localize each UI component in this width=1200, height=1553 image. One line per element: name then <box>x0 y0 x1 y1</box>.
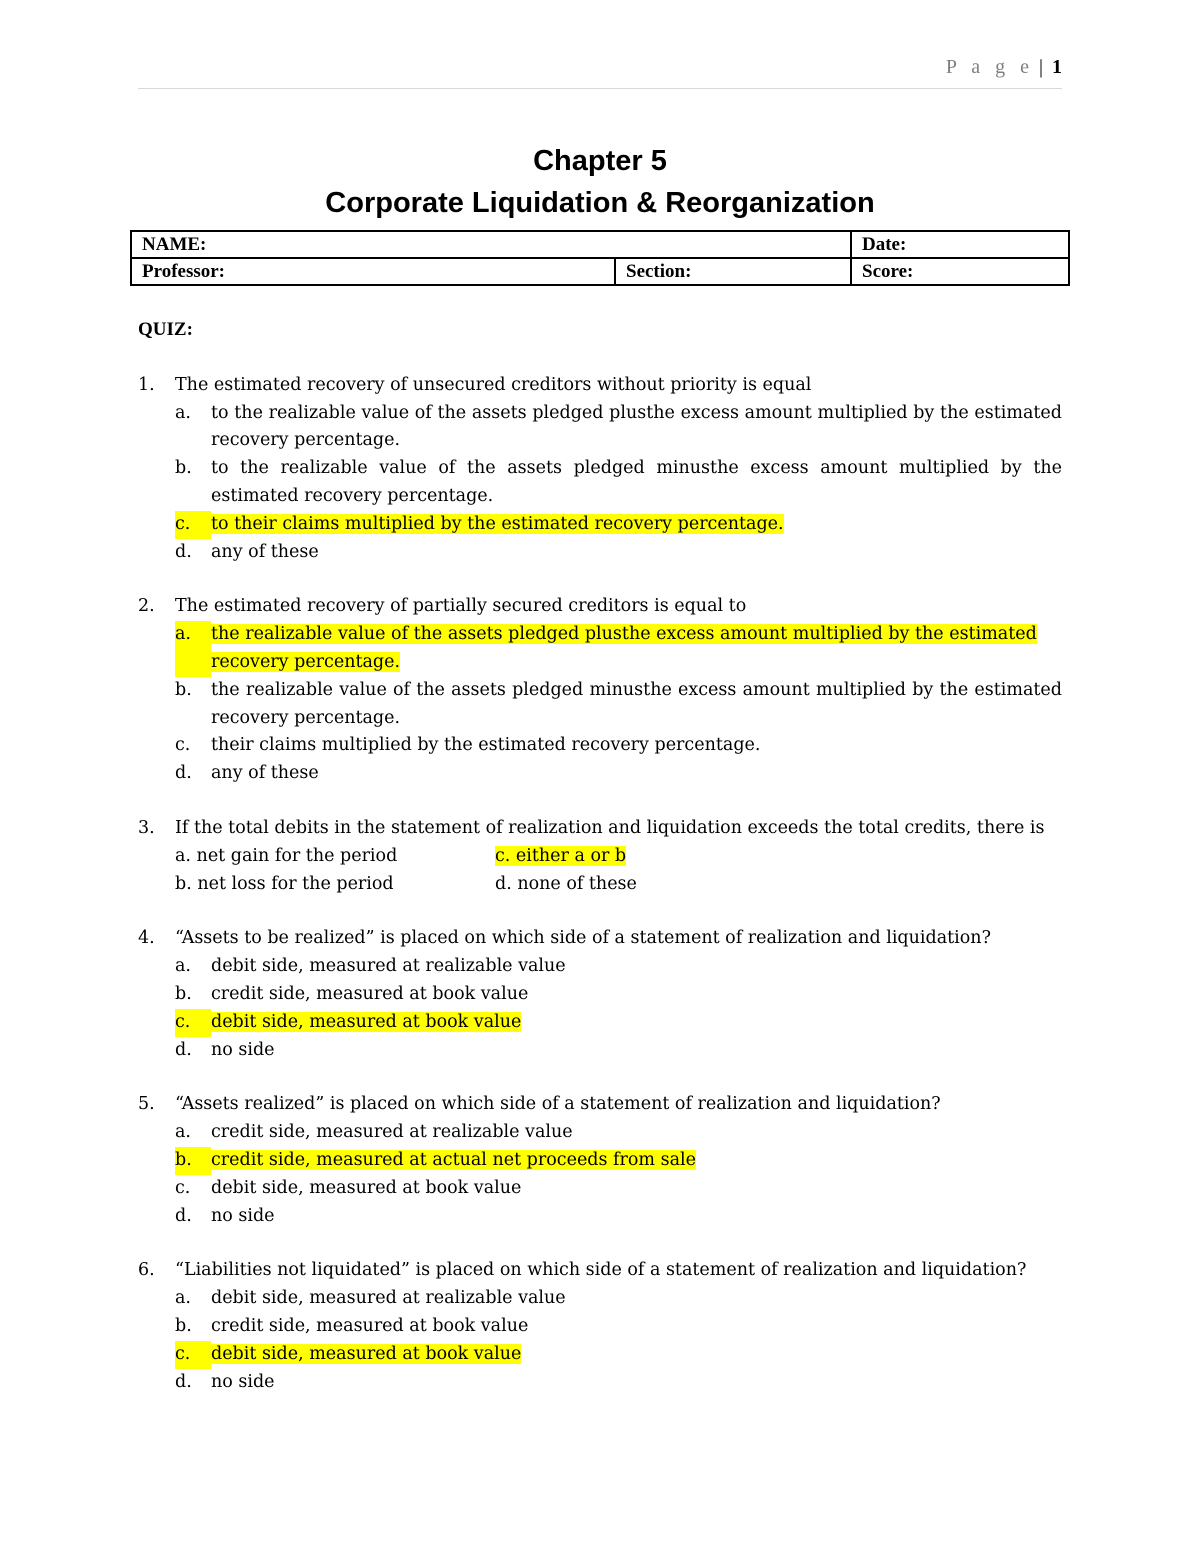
question-1 <box>138 372 1062 567</box>
date-label: Date: <box>862 233 907 255</box>
page-number-value: 1 <box>1052 56 1062 78</box>
option-text: credit side, measured at book value <box>211 983 529 1004</box>
option-d <box>175 539 1062 567</box>
option-text: no side <box>211 1205 275 1226</box>
option-letter: d. <box>175 1039 192 1060</box>
option-b: b. net loss for the period <box>175 873 394 894</box>
option-b-answer <box>175 1147 1062 1175</box>
professor-cell[interactable] <box>131 258 615 285</box>
student-info-table <box>130 230 1070 286</box>
option-letter: c. <box>175 1009 211 1037</box>
date-cell[interactable] <box>851 231 1069 258</box>
option-b <box>175 981 1062 1009</box>
option-text-highlighted: credit side, measured at actual net proceeds from sale <box>211 1149 696 1170</box>
question-5 <box>138 1091 1062 1230</box>
option-text-highlighted: debit side, measured at book value <box>211 1343 522 1364</box>
question-number: 4. <box>138 928 155 949</box>
option-b <box>175 1313 1062 1341</box>
option-letter: b. <box>175 679 192 700</box>
option-a <box>175 953 1062 981</box>
question-4 <box>138 925 1062 1064</box>
question-6 <box>138 1257 1062 1396</box>
option-c-answer: c. either a or b <box>495 845 627 866</box>
option-text: any of these <box>211 541 319 562</box>
question-text: The estimated recovery of partially secured creditors is equal to <box>175 596 747 617</box>
option-d <box>175 1369 1062 1397</box>
question-text: “Assets to be realized” is placed on which side of a statement of realization and liquidation? <box>175 928 991 949</box>
option-a <box>175 400 1062 456</box>
document-title <box>0 140 1200 224</box>
question-text: If the total debits in the statement of realization and liquidation exceeds the total credits, there is <box>175 817 1045 838</box>
question-text: “Assets realized” is placed on which side of a statement of realization and liquidation? <box>175 1094 941 1115</box>
option-grid <box>175 843 1062 899</box>
option-d: d. none of these <box>495 873 637 894</box>
name-label: NAME: <box>142 233 207 255</box>
chapter-subtitle: Corporate Liquidation & Reorganization <box>325 187 875 219</box>
option-letter: b. <box>175 458 192 479</box>
page-number <box>946 56 1062 79</box>
option-letter: d. <box>175 1371 192 1392</box>
option-a <box>175 1285 1062 1313</box>
option-text: credit side, measured at realizable value <box>211 1122 573 1143</box>
quiz <box>138 316 1062 1423</box>
question-number: 6. <box>138 1260 155 1281</box>
option-a <box>175 1119 1062 1147</box>
option-letter: c. <box>175 1341 211 1369</box>
option-a-answer <box>175 621 1062 677</box>
option-text-highlighted: debit side, measured at book value <box>211 1011 522 1032</box>
option-text: the realizable value of the assets pledged minusthe excess amount multiplied by the estimated recovery percentage. <box>211 679 1062 728</box>
option-letter: d. <box>175 1205 192 1226</box>
option-letter: b. <box>175 1147 211 1175</box>
option-text: debit side, measured at realizable value <box>211 1288 566 1309</box>
option-letter: b. <box>175 983 192 1004</box>
name-cell[interactable] <box>131 231 851 258</box>
option-letter: c. <box>175 735 191 756</box>
question-number: 2. <box>138 596 155 617</box>
page-header <box>138 56 1062 89</box>
option-c-answer <box>175 511 1062 539</box>
question-3 <box>138 815 1062 898</box>
option-text: any of these <box>211 763 319 784</box>
option-c <box>175 732 1062 760</box>
option-text: debit side, measured at book value <box>211 1177 522 1198</box>
question-text: “Liabilities not liquidated” is placed on which side of a statement of realization and liquidation? <box>175 1260 1027 1281</box>
option-letter: d. <box>175 763 192 784</box>
option-text: to the realizable value of the assets pledged plusthe excess amount multiplied by the estimated recovery percentage. <box>211 402 1062 451</box>
option-letter: a. <box>175 1288 191 1309</box>
option-c <box>175 1175 1062 1203</box>
option-b <box>175 455 1062 511</box>
question-2 <box>138 593 1062 788</box>
option-b <box>175 677 1062 733</box>
question-text: The estimated recovery of unsecured creditors without priority is equal <box>175 374 812 395</box>
option-text: their claims multiplied by the estimated recovery percentage. <box>211 735 761 756</box>
option-letter: d. <box>175 541 192 562</box>
option-text: debit side, measured at realizable value <box>211 956 566 977</box>
chapter-title: Chapter 5 <box>533 145 667 177</box>
page-separator: | <box>1038 56 1043 78</box>
option-letter: c. <box>175 1177 191 1198</box>
question-number: 5. <box>138 1094 155 1115</box>
option-d <box>175 1203 1062 1231</box>
option-letter: b. <box>175 1315 192 1336</box>
question-number: 3. <box>138 817 155 838</box>
option-letter: a. <box>175 402 191 423</box>
professor-label: Professor: <box>142 260 226 282</box>
page-label: P a g e <box>945 56 1034 78</box>
option-text: no side <box>211 1371 275 1392</box>
option-c-answer <box>175 1341 1062 1369</box>
option-a: a. net gain for the period <box>175 845 398 866</box>
option-letter: a. <box>175 1122 191 1143</box>
score-label: Score: <box>862 260 914 282</box>
option-d <box>175 1037 1062 1065</box>
option-text-highlighted: the realizable value of the assets pledged plusthe excess amount multiplied by the estimated recovery percentage. <box>211 624 1037 672</box>
section-cell[interactable] <box>615 258 851 285</box>
option-letter: c. <box>175 511 211 539</box>
option-text: credit side, measured at book value <box>211 1315 529 1336</box>
option-letter: a. <box>175 956 191 977</box>
score-cell[interactable] <box>851 258 1069 285</box>
option-text-highlighted: to their claims multiplied by the estimated recovery percentage. <box>211 513 784 534</box>
option-letter: a. <box>175 621 211 677</box>
section-label: Section: <box>626 260 692 282</box>
option-text: no side <box>211 1039 275 1060</box>
option-text: to the realizable value of the assets pledged minusthe excess amount multiplied by the estimated recovery percentage. <box>211 458 1062 506</box>
quiz-heading: QUIZ: <box>138 319 193 340</box>
question-number: 1. <box>138 374 155 395</box>
option-c-answer <box>175 1009 1062 1037</box>
option-d <box>175 760 1062 788</box>
